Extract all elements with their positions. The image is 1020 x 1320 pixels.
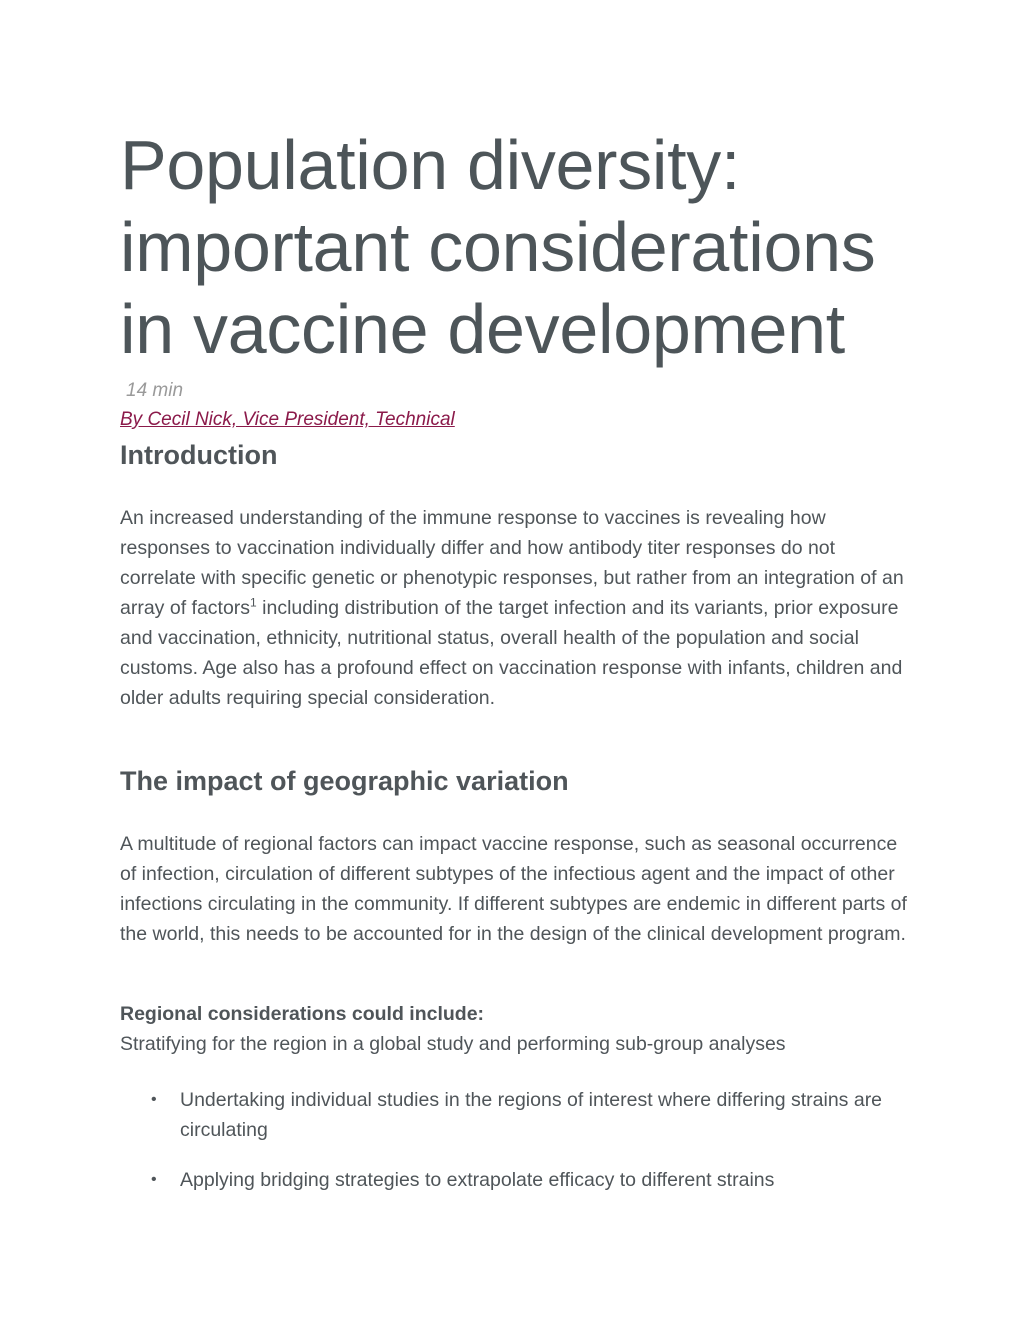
intro-text-part-1: An increased understanding of the immune response to vaccines is revealing how responses to vaccination individually differ and how antibody titer responses do not correlate with specific genetic or phenotypic responses, but rather from an integration of an array of factors <box>120 507 904 619</box>
list-item-text: Applying bridging strategies to extrapolate efficacy to different strains <box>180 1169 775 1191</box>
regional-considerations-line: Stratifying for the region in a global study and performing sub-group analyses <box>120 1033 786 1055</box>
introduction-heading: Introduction <box>120 440 278 470</box>
article-title: Population diversity: important considerations in vaccine development <box>120 126 876 368</box>
intro-text-part-2: including distribution of the target infection and its variants, prior exposure and vaccination, ethnicity, nutritional status, overall health of the population and social customs. Age also has a profound effect on vaccination response with infants, children and older adults requiring special consideration. <box>120 597 903 709</box>
geographic-variation-heading: The impact of geographic variation <box>120 766 569 796</box>
geographic-variation-paragraph: A multitude of regional factors can impact vaccine response, such as seasonal occurrence of infection, circulation of different subtypes of the infectious agent and the impact of other infections circulating in the community. If different subtypes are endemic in different parts of the world, this needs to be accounted for in the design of the clinical development program. <box>120 833 907 945</box>
footnote-reference: 1 <box>250 595 257 610</box>
list-item <box>120 1085 910 1145</box>
author-byline-link[interactable]: By Cecil Nick, Vice President, Technical <box>120 409 455 430</box>
regional-considerations-heading: Regional considerations could include: <box>120 1003 485 1025</box>
bullet-icon: • <box>151 1091 157 1108</box>
regional-considerations-list <box>120 1085 910 1215</box>
list-item-text: Undertaking individual studies in the regions of interest where differing strains are circulating <box>180 1089 883 1141</box>
read-time: 14 min <box>126 380 184 401</box>
introduction-paragraph <box>120 503 910 713</box>
list-item <box>120 1165 910 1195</box>
bullet-icon: • <box>151 1171 157 1188</box>
